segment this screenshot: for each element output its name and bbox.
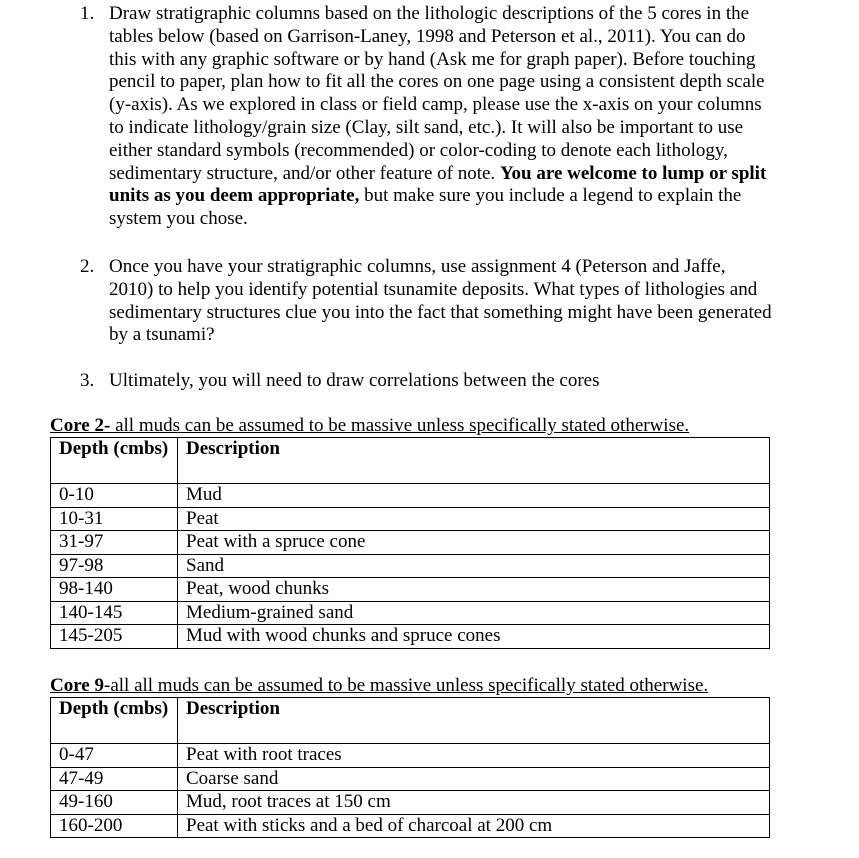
description-cell: Peat, wood chunks (178, 578, 770, 602)
depth-cell: 140-145 (51, 601, 178, 625)
table-row (51, 531, 770, 555)
depth-cell: 98-140 (51, 578, 178, 602)
core2-header-description: Description (178, 438, 770, 484)
core2-header-depth: Depth (cmbs) (51, 438, 178, 484)
depth-cell: 0-47 (51, 744, 178, 768)
table-row (51, 554, 770, 578)
instruction-1-text-before: Draw stratigraphic columns based on the lithologic descriptions of the 5 cores in the tables below (based on Garrison-Laney, 1998 and Peterson et al., 2011). You can do this with any graphic software or by hand (Ask me for graph paper). Before touching pencil to paper, plan how to fit all the cores on one page using a consistent depth scale (y-axis). As we explored in class or field camp, please use the x-axis on your columns to indicate lithology/grain size (Clay, silt sand, etc.). It will also be important to use either standard symbols (recommended) or color-coding to denote each lithology, sedimentary structure, and/or other feature of note. (109, 3, 765, 184)
core9-table (50, 697, 770, 838)
depth-cell: 160-200 (51, 814, 178, 838)
instruction-1-bold-text: You are welcome to lump or split units as you deem appropriate, (109, 162, 767, 207)
depth-cell: 0-10 (51, 484, 178, 508)
depth-cell: 47-49 (51, 767, 178, 791)
instruction-1-number: 1. (80, 3, 95, 24)
description-cell: Medium-grained sand (178, 601, 770, 625)
table-row (51, 625, 770, 649)
description-cell: Peat with a spruce cone (178, 531, 770, 555)
table-row (51, 601, 770, 625)
depth-cell: 97-98 (51, 554, 178, 578)
depth-cell: 145-205 (51, 625, 178, 649)
description-cell: Mud with wood chunks and spruce cones (178, 625, 770, 649)
core9-header-row (51, 698, 770, 744)
instruction-1-text-after: but make sure you include a legend to explain the system you chose. (109, 185, 742, 230)
table-row (51, 578, 770, 602)
instruction-3-number: 3. (80, 370, 95, 391)
core9-caption (50, 675, 708, 698)
core9-caption-text: -all all muds can be assumed to be massive unless specifically stated otherwise. (104, 675, 709, 696)
table-row (51, 744, 770, 768)
core2-header-row (51, 438, 770, 484)
description-cell: Mud, root traces at 150 cm (178, 791, 770, 815)
depth-cell: 10-31 (51, 507, 178, 531)
core9-caption-bold: Core 9 (50, 675, 104, 696)
core9-header-description: Description (178, 698, 770, 744)
description-cell: Peat with sticks and a bed of charcoal at 200 cm (178, 814, 770, 838)
description-cell: Mud (178, 484, 770, 508)
instruction-1-text (109, 3, 774, 231)
table-row (51, 791, 770, 815)
depth-cell: 31-97 (51, 531, 178, 555)
description-cell: Peat (178, 507, 770, 531)
core9-header-depth: Depth (cmbs) (51, 698, 178, 744)
instruction-3-text: Ultimately, you will need to draw correlations between the cores (109, 370, 600, 391)
description-cell: Sand (178, 554, 770, 578)
table-row (51, 814, 770, 838)
instruction-2-number: 2. (80, 256, 95, 277)
table-row (51, 767, 770, 791)
instruction-2-text: Once you have your stratigraphic columns, use assignment 4 (Peterson and Jaffe, 2010) to help you identify potential tsunamite deposits. What types of lithologies and sedimentary structures clue you into the fact that something might have been generated by a tsunami? (109, 256, 772, 346)
description-cell: Peat with root traces (178, 744, 770, 768)
core2-caption-bold: Core 2- (50, 415, 111, 436)
core2-caption-text: all muds can be assumed to be massive unless specifically stated otherwise. (110, 415, 690, 436)
core2-table (50, 437, 770, 649)
description-cell: Coarse sand (178, 767, 770, 791)
table-row (51, 484, 770, 508)
depth-cell: 49-160 (51, 791, 178, 815)
table-row (51, 507, 770, 531)
core2-caption (50, 415, 689, 438)
